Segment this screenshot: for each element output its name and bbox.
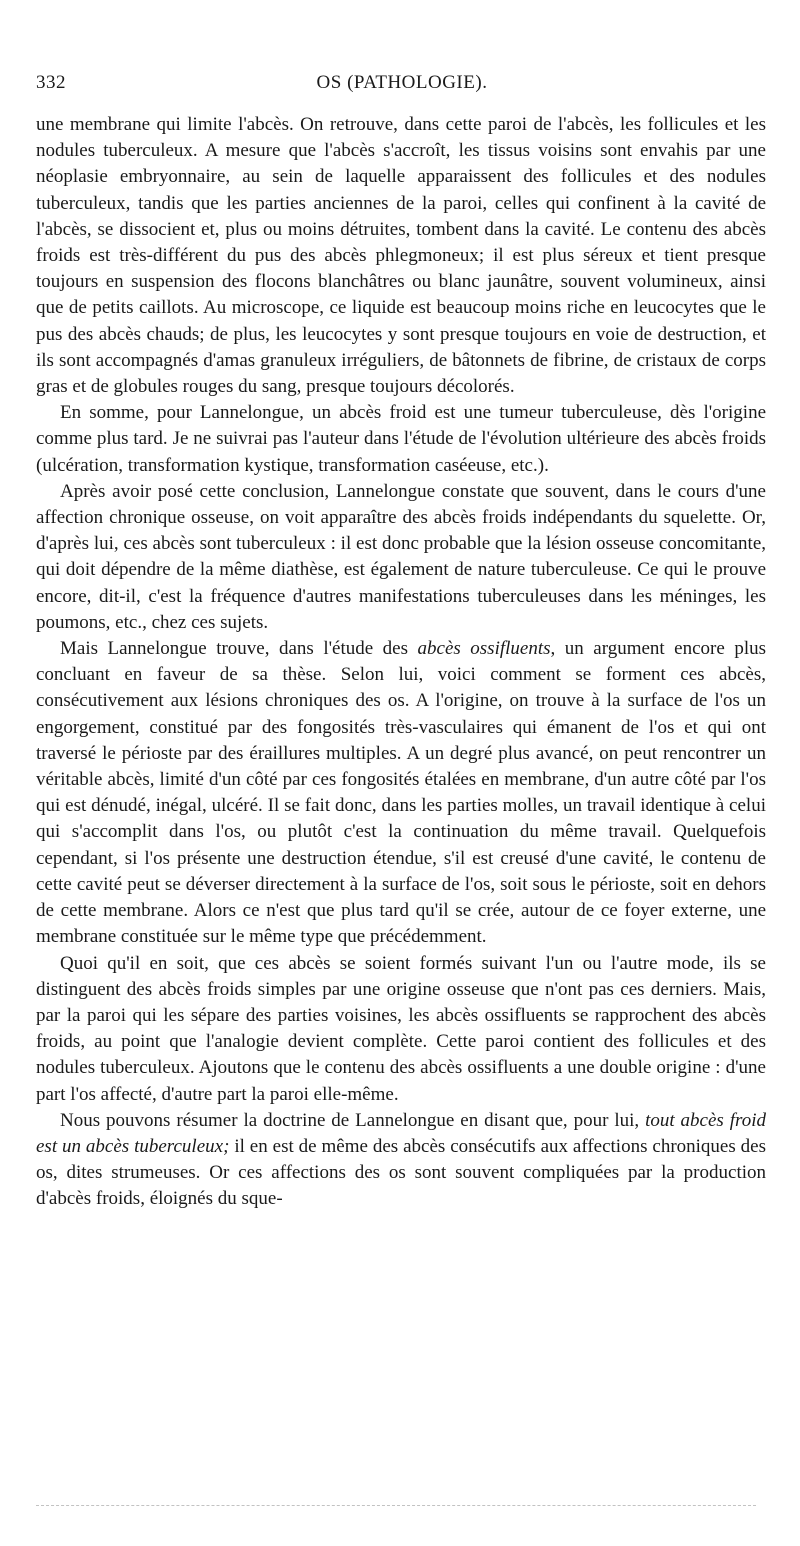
running-head-title: OS (PATHOLOGIE). [316,72,488,93]
text-segment: Nous pouvons résumer la doctrine de Lannelongue en disant que, pour lui, [60,1109,646,1131]
paragraph [36,479,766,636]
page-number: 332 [36,72,66,93]
paragraph [36,636,766,950]
paragraph [36,1108,766,1213]
body-text [36,112,766,1213]
paragraph [36,400,766,479]
italic-text-segment: abcès ossifluents [417,638,551,660]
paragraph [36,951,766,1108]
text-segment: une membrane qui limite l'abcès. On retrouve, dans cette paroi de l'abcès, les follicules et les nodules tuberculeux. A mesure que l'abcès s'accroît, les tissus voisins sont envahis par une néoplasie embryonnaire, au sein de laquelle apparaissent des follicules et des nodules tuberculeux, tandis que les parties anciennes de la paroi, celles qui confinent à la cavité de l'abcès, se dissocient et, plus ou moins détruites, tombent dans la cavité. Le contenu des abcès froids est très-différent du pus des abcès phlegmoneux; il est plus séreux et tient presque toujours en suspension des flocons blanchâtres ou blanc jaunâtre, souvent volumineux, ainsi que de petits caillots. Au microscope, ce liquide est beaucoup moins riche en leucocytes que le pus des abcès chauds; de plus, les leucocytes y sont presque toujours en voie de destruction, et ils sont accompagnés d'amas granuleux irréguliers, de bâtonnets de fibrine, de cristaux de corps gras et de globules rouges du sang, presque toujours décolorés. [36,114,766,398]
paragraph [36,112,766,400]
text-segment: Après avoir posé cette conclusion, Lannelongue constate que souvent, dans le cours d'une affection chronique osseuse, on voit apparaître des abcès froids indépendants du squelette. Or, d'après lui, ces abcès sont tuberculeux : il est donc probable que la lésion osseuse concomitante, qui doit dépendre de la même diathèse, est également de nature tuberculeuse. Ce qui le prouve encore, dit-il, c'est la fréquence d'autres manifestations tuberculeuses dans les méninges, les poumons, etc., chez ces sujets. [36,480,766,633]
text-segment: En somme, pour Lannelongue, un abcès froid est une tumeur tuberculeuse, dès l'origine comme plus tard. Je ne suivrai pas l'auteur dans l'étude de l'évolution ultérieure des abcès froids (ulcération, transformation kystique, transformation caséeuse, etc.). [36,402,766,476]
text-segment: il en est de même des abcès consécutifs aux affections chroniques des os, dites strumeuses. Or ces affections des os sont souvent compliquées par la production d'abcès froids, éloignés du sque- [36,1135,766,1210]
text-segment: Quoi qu'il en soit, que ces abcès se soient formés suivant l'un ou l'autre mode, ils se distinguent des abcès froids simples par une origine osseuse que n'ont pas ces derniers. Mais, par la paroi qui les sépare des parties voisines, les abcès ossifluents se rapprochent des abcès froids, au point que l'analogie devient complète. Cette paroi contient des follicules et des nodules tuberculeux. Ajoutons que le contenu des abcès ossifluents a une double origine : d'une part l'os affecté, d'autre part la paroi elle-même. [36,952,766,1105]
italic-text-segment: tout abcès froid est un abcès tuberculeux; [36,1109,766,1157]
running-head [36,72,768,96]
bottom-rule [36,1505,756,1506]
text-segment: Mais Lannelongue trouve, dans l'étude des [60,638,418,660]
text-segment: , un argument encore plus concluant en faveur de sa thèse. Selon lui, voici comment se forment ces abcès, consécutivement aux lésions chroniques des os. A l'origine, on trouve à la surface de l'os un engorgement, constitué par des fongosités très-vasculaires qui émanent de l'os et qui ont traversé le périoste par des éraillures multiples. A un degré plus avancé, on peut rencontrer un véritable abcès, limité d'un côté par ces fongosités étalées en membrane, d'un autre côté par l'os qui est dénudé, inégal, ulcéré. Il se fait donc, dans les parties molles, un travail identique à celui qui s'accomplit dans l'os, ou plutôt c'est la continuation du même travail. Quelquefois cependant, si l'os présente une destruction étendue, s'il est creusé d'une cavité, le contenu de cette cavité peut se déverser directement à la surface de l'os, soit sous le périoste, soit en dehors de cette membrane. Alors ce n'est que plus tard qu'il se crée, autour de ce foyer externe, une membrane constituée sur le même type que précédemment. [36,638,766,948]
